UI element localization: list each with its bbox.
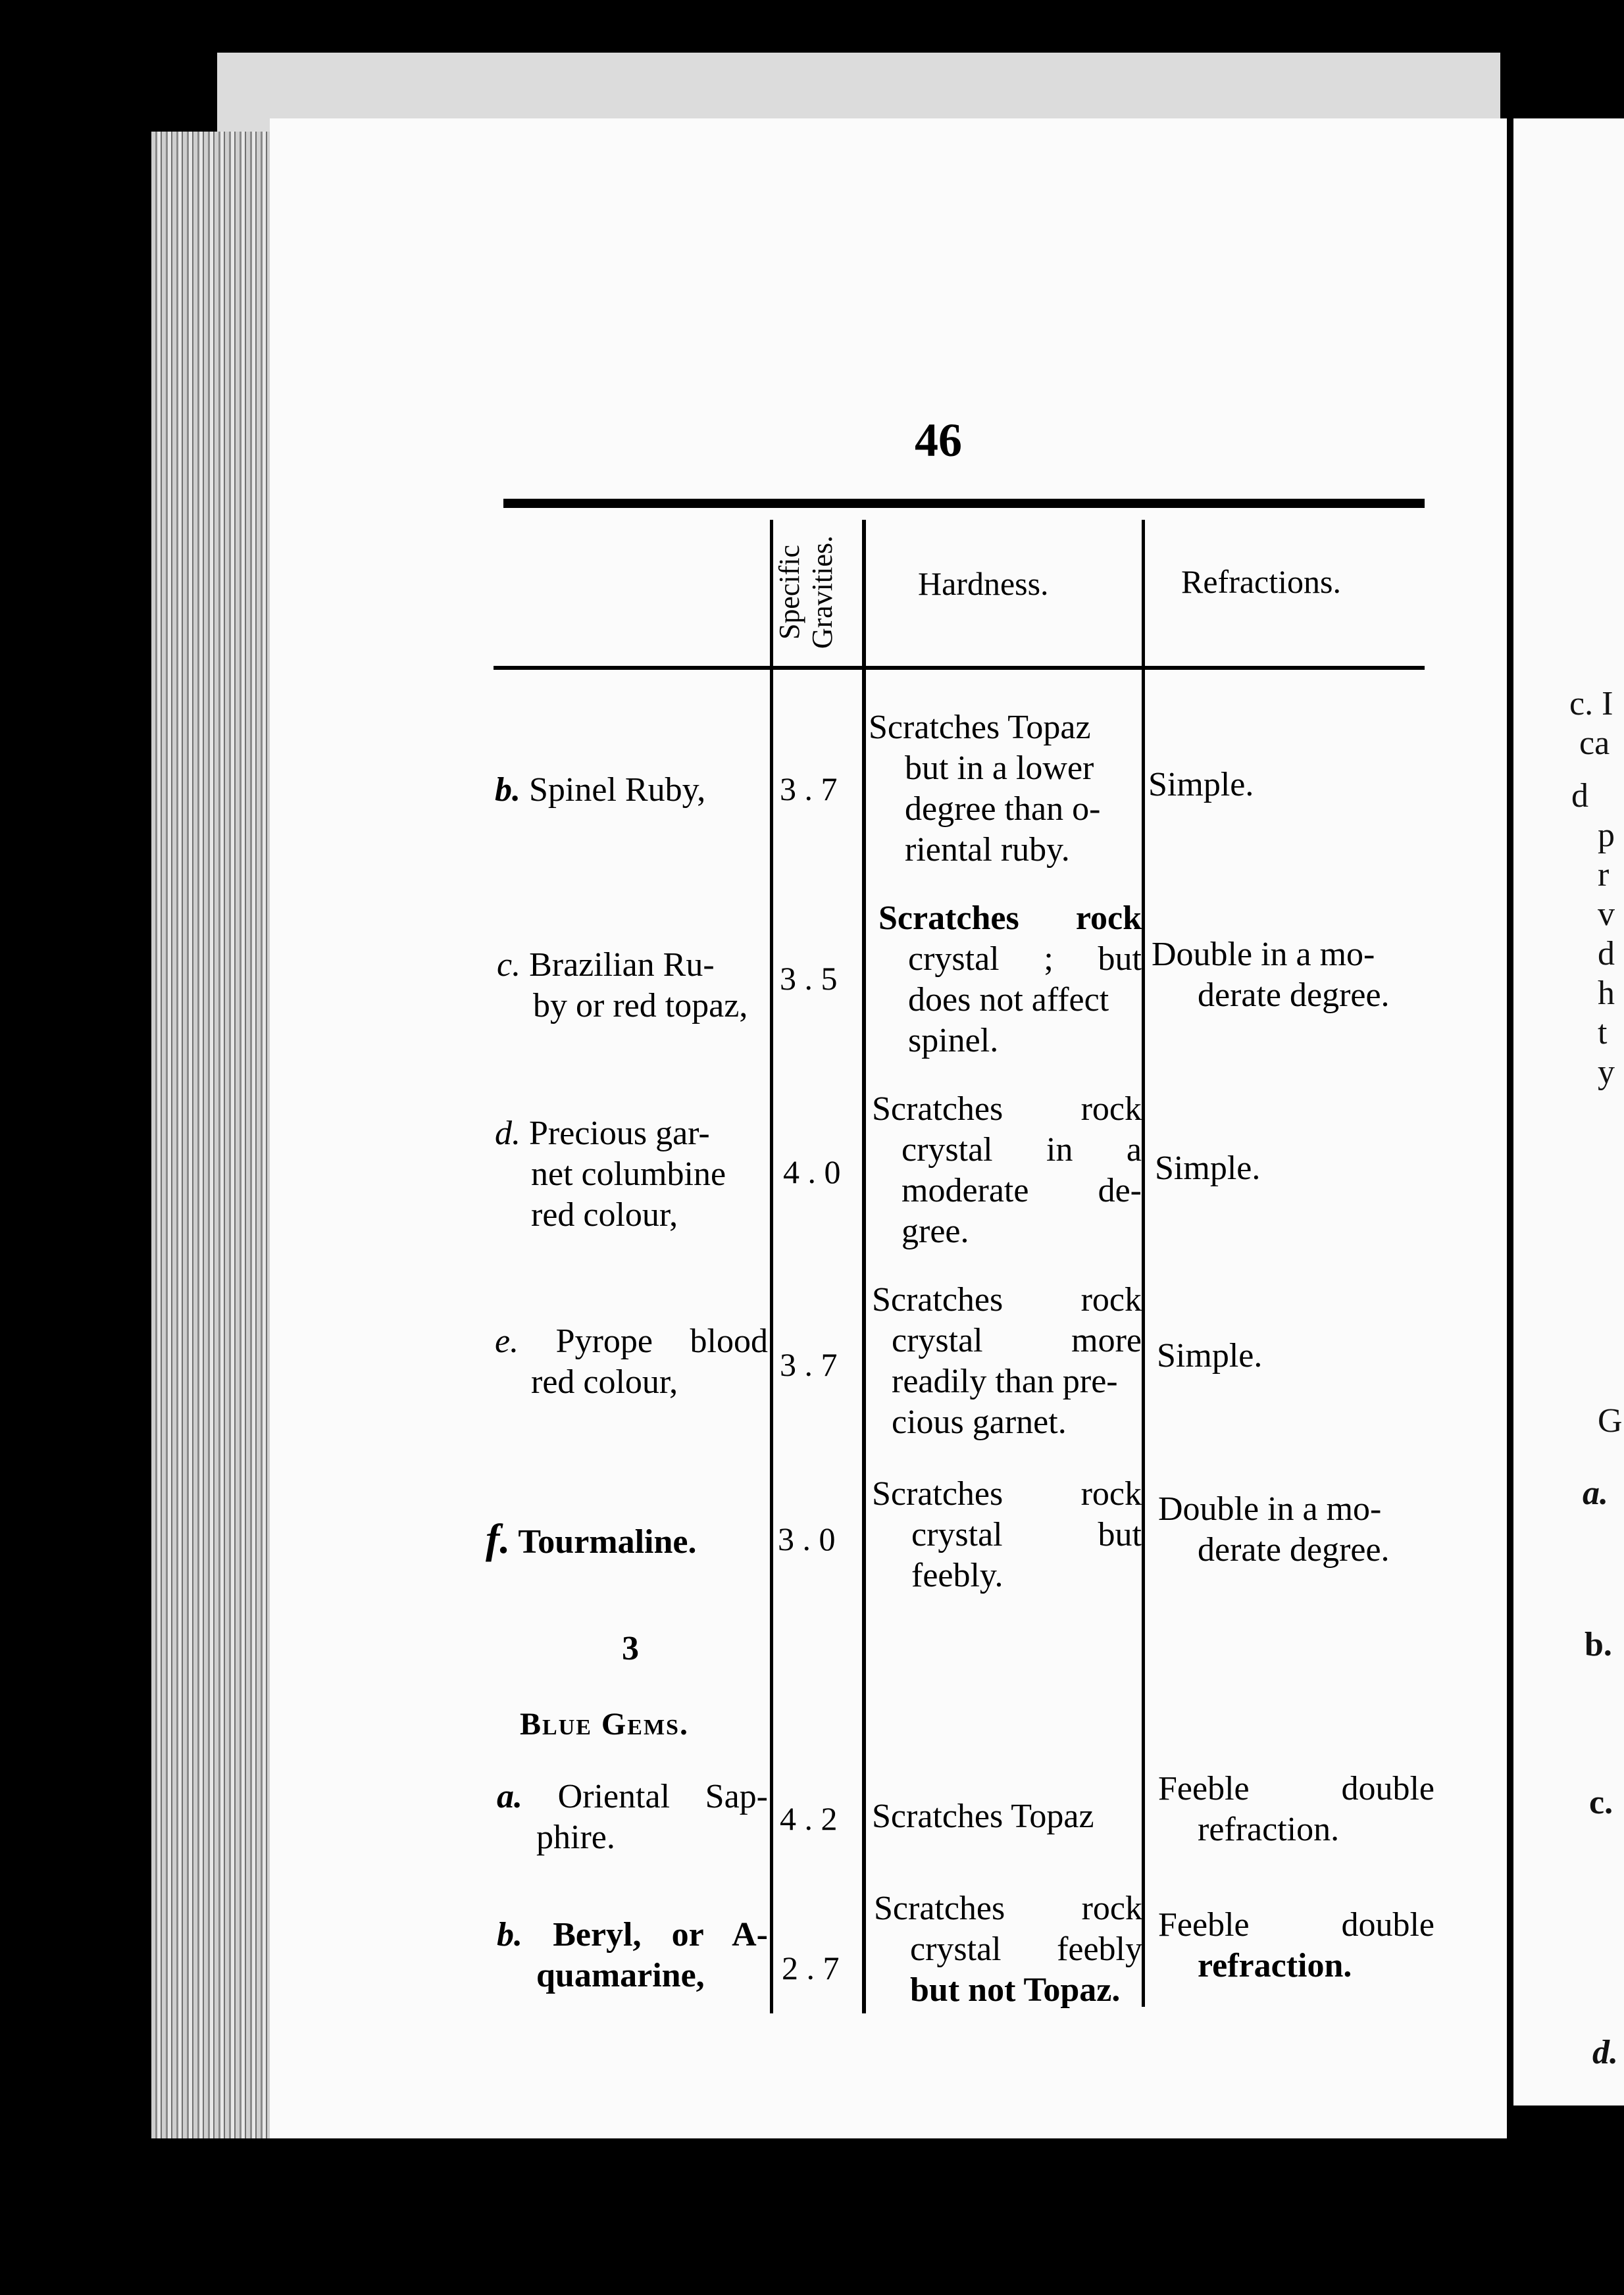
next-page-fragment: d [1598, 935, 1615, 972]
hardness-line: crystal ; but [908, 940, 1142, 978]
refraction-line: refraction. [1198, 1811, 1340, 1848]
hardness-line: feebly. [911, 1557, 1003, 1594]
hardness-line: moderate de- [901, 1172, 1142, 1209]
row-letter: d. [495, 1115, 520, 1152]
row-letter: a. [497, 1778, 522, 1815]
row-letter: c. [497, 946, 521, 984]
hardness-line: readily than pre- [892, 1363, 1118, 1400]
row-name-line: phire. [536, 1819, 615, 1856]
next-page-fragment: r [1598, 856, 1610, 894]
hardness-line: crystal in a [901, 1131, 1142, 1169]
row-refraction [1152, 934, 1390, 1016]
table-top-rule [503, 499, 1425, 508]
table-row-name [486, 1515, 697, 1563]
row-name-line: Oriental Sap- [557, 1778, 768, 1815]
next-page-fragment: b. [1585, 1626, 1612, 1663]
table-row-name [495, 1113, 726, 1236]
refraction-line: derate degree. [1198, 1531, 1390, 1569]
refraction-line: derate degree. [1198, 976, 1390, 1014]
row-name-line: Pyrope blood [555, 1323, 769, 1360]
row-hardness [874, 1888, 1142, 2011]
row-name-line: Brazilian Ru- [529, 946, 715, 984]
next-page-fragment: v [1598, 895, 1615, 933]
row-hardness [872, 1280, 1142, 1443]
hardness-line: crystal more [892, 1322, 1142, 1359]
row-name-line: Tourmaline. [518, 1523, 697, 1561]
row-name-line: net columbine [531, 1155, 726, 1193]
hardness-line: cious garnet. [892, 1403, 1067, 1441]
row-gravity: 4 . 0 [783, 1153, 841, 1190]
row-refraction: Simple. [1148, 766, 1254, 803]
row-gravity: 2 . 7 [782, 1950, 840, 1986]
row-letter: b. [495, 771, 520, 809]
row-letter: b. [497, 1916, 522, 1954]
next-page-fragment: t [1598, 1014, 1608, 1051]
row-letter: f. [486, 1515, 511, 1562]
next-page-fragment: y [1598, 1053, 1615, 1091]
table-row-name [497, 1915, 768, 1996]
row-hardness [869, 707, 1140, 870]
header-specific-gravities [773, 517, 839, 668]
row-gravity: 3 . 5 [780, 960, 838, 997]
next-page-fragment: G [1598, 1402, 1623, 1440]
row-hardness [872, 1474, 1142, 1596]
hardness-line: Scratches rock [872, 1475, 1142, 1513]
row-name-line: Spinel Ruby, [529, 771, 706, 809]
table-row-name [495, 770, 705, 811]
row-hardness [878, 898, 1142, 1061]
row-refraction [1158, 1905, 1434, 1986]
header-refractions: Refractions. [1181, 563, 1341, 600]
next-page-fragment: c. I [1569, 685, 1613, 722]
hardness-line: spinel. [908, 1022, 999, 1059]
column-rule [1142, 520, 1145, 2007]
row-refraction: Simple. [1157, 1337, 1263, 1374]
row-gravity: 3 . 0 [778, 1521, 836, 1557]
section-number: 3 [622, 1630, 639, 1667]
next-page-fragment: c. [1589, 1784, 1613, 1821]
hardness-line: crystal but [911, 1516, 1142, 1553]
book-page-edges [151, 132, 283, 2138]
refraction-line: Double in a mo- [1152, 936, 1375, 973]
hardness-line: Scratches Topaz [869, 709, 1091, 746]
hardness-line: does not affect [908, 981, 1109, 1019]
header-line: Specific [773, 544, 805, 640]
row-name-line: by or red topaz, [533, 987, 748, 1024]
next-page-fragment: p [1598, 817, 1615, 854]
next-page-fragment: a. [1583, 1475, 1608, 1512]
hardness-line: Scratches rock [872, 1090, 1142, 1128]
row-name-line: Beryl, or A- [553, 1916, 768, 1954]
row-refraction [1158, 1769, 1434, 1850]
row-refraction: Simple. [1155, 1149, 1261, 1187]
table-header-rule [494, 666, 1425, 670]
column-rule [862, 520, 866, 2013]
row-name-line: red colour, [531, 1363, 678, 1401]
row-name-line: quamarine, [536, 1957, 705, 1994]
row-hardness: Scratches Topaz [872, 1798, 1094, 1835]
refraction-line: Double in a mo- [1158, 1490, 1382, 1528]
hardness-line: crystal feebly [910, 1930, 1142, 1968]
refraction-line: Feeble double [1158, 1906, 1434, 1944]
hardness-line: gree. [901, 1213, 969, 1250]
column-rule [770, 520, 773, 2013]
row-name-line: Precious gar- [529, 1115, 710, 1152]
next-page-fragment: d. [1592, 2034, 1618, 2071]
header-line: Gravities. [806, 535, 838, 649]
row-refraction [1158, 1489, 1390, 1571]
header-hardness: Hardness. [918, 565, 1049, 602]
hardness-line: Scratches rock [878, 899, 1142, 937]
next-page-fragment: d [1571, 777, 1588, 815]
row-name-line: red colour, [531, 1196, 678, 1234]
row-gravity: 4 . 2 [780, 1800, 838, 1837]
refraction-line: refraction. [1198, 1947, 1352, 1984]
table-row-name [497, 945, 748, 1026]
hardness-line: but in a lower [905, 749, 1094, 787]
row-gravity: 3 . 7 [780, 1346, 838, 1383]
next-page-fragment: h [1598, 974, 1615, 1012]
hardness-line: riental ruby. [905, 831, 1070, 869]
page-number: 46 [915, 414, 962, 467]
section-title: Blue Gems. [520, 1707, 689, 1742]
hardness-line: but not Topaz. [910, 1971, 1121, 2009]
refraction-line: Feeble double [1158, 1770, 1434, 1807]
row-gravity: 3 . 7 [780, 770, 838, 807]
hardness-line: Scratches rock [874, 1890, 1142, 1927]
row-hardness [872, 1089, 1142, 1252]
next-page-fragment: ca [1579, 724, 1610, 762]
hardness-line: degree than o- [905, 790, 1101, 828]
table-row-name [497, 1777, 768, 1858]
row-letter: e. [495, 1323, 519, 1360]
next-page-edge [1513, 118, 1624, 2106]
table-row-name [495, 1321, 768, 1403]
hardness-line: Scratches rock [872, 1281, 1142, 1319]
